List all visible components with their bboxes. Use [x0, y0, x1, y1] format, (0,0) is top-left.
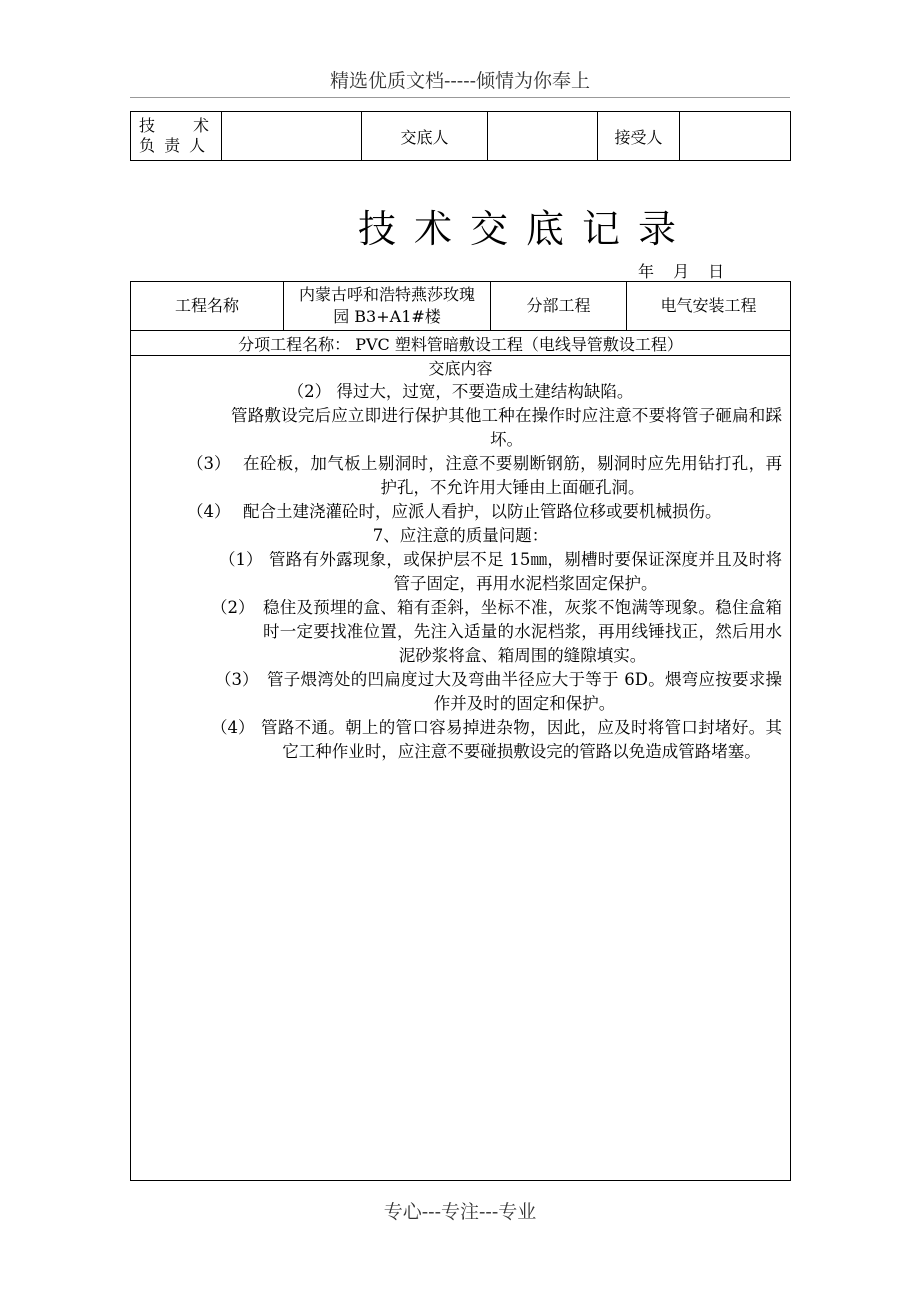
page-header: 精选优质文档-----倾情为你奉上: [329, 70, 591, 92]
paragraph-q2: [139, 596, 782, 668]
p3-text: 在砼板，加气板上剔洞时，注意不要剔断钢筋，剔洞时应先用钻打孔，再护孔，不允许用大锤由上面砸孔洞。: [243, 454, 782, 497]
tech-lead-label: [131, 112, 222, 161]
paragraph-p1: [139, 380, 782, 404]
q3-number: （3）: [215, 670, 259, 689]
q4-text: 管路不通。朝上的管口容易掉进杂物，因此，应及时将管口封堵好。其它工种作业时，应注意不要碰损敷设完的管路以免造成管路堵塞。: [261, 718, 782, 761]
p3-number: （3）: [187, 454, 231, 473]
subitem-row: [131, 331, 791, 356]
tech-lead-value: [222, 112, 362, 161]
q2-number: （2）: [211, 598, 255, 617]
p4-text: 配合土建浇灌砼时，应派人看护，以防止管路位移或要机械损伤。: [243, 502, 722, 521]
project-name-value: 内蒙古呼和浩特燕莎玫瑰园 B3+A1#楼: [284, 282, 491, 331]
signature-table: [130, 111, 791, 161]
q1-text: 管路有外露现象，或保护层不足 15㎜，剔槽时要保证深度并且及时将管子固定，再用水泥档浆固定保护。: [269, 550, 782, 593]
q2-text: 稳住及预埋的盒、箱有歪斜，坐标不准，灰浆不饱满等现象。稳住盒箱时一定要找准位置，先注入适量的水泥档浆，再用线锤找正，然后用水泥砂浆将盒、箱周围的缝隙填实。: [263, 598, 782, 665]
handover-person-label: 交底人: [362, 112, 488, 161]
content-title: 交底内容: [428, 359, 493, 378]
receiver-value: [680, 112, 791, 161]
division-label: 分部工程: [491, 282, 627, 331]
p4-number: （4）: [187, 502, 231, 521]
header-divider: [130, 97, 790, 98]
page-footer: 专心---专注---专业: [383, 1201, 537, 1223]
paragraph-q4: [139, 716, 782, 764]
project-name-label: 工程名称: [131, 282, 284, 331]
q1-number: （1）: [219, 550, 263, 569]
paragraph-q3: [139, 668, 782, 716]
p1-number: （2）: [287, 382, 332, 401]
subitem-label: 分项工程名称：: [238, 334, 351, 354]
content-cell: [131, 356, 791, 1181]
q3-text: 管子煨湾处的凹扁度过大及弯曲半径应大于等于 6D。煨弯应按要求操作并及时的固定和保护。: [267, 670, 782, 713]
paragraph-p2: [139, 404, 782, 452]
section-7-heading: 7、应注意的质量问题：: [372, 526, 549, 545]
tech-lead-label-line1: 技 术: [139, 116, 212, 135]
p1-text: 得过大，过宽，不要造成土建结构缺陷。: [336, 382, 634, 401]
paragraph-p3: [139, 452, 782, 500]
paragraph-p4: [139, 500, 782, 524]
handover-person-value: [488, 112, 598, 161]
subitem-value: PVC 塑料管暗敷设工程（电线导管敷设工程）: [355, 334, 683, 354]
paragraph-q1: [139, 548, 782, 596]
receiver-label: 接受人: [598, 112, 680, 161]
date-line: 年 月 日: [638, 262, 725, 281]
p2-text: 管路敷设完后应立即进行保护其他工种在操作时应注意不要将管子砸扁和踩坏。: [231, 406, 782, 449]
record-table: [130, 281, 791, 1181]
tech-lead-label-line2: 负 责 人: [139, 136, 208, 155]
division-value: 电气安装工程: [627, 282, 791, 331]
document-title: 技术交底记录: [358, 207, 695, 251]
q4-number: （4）: [211, 718, 255, 737]
